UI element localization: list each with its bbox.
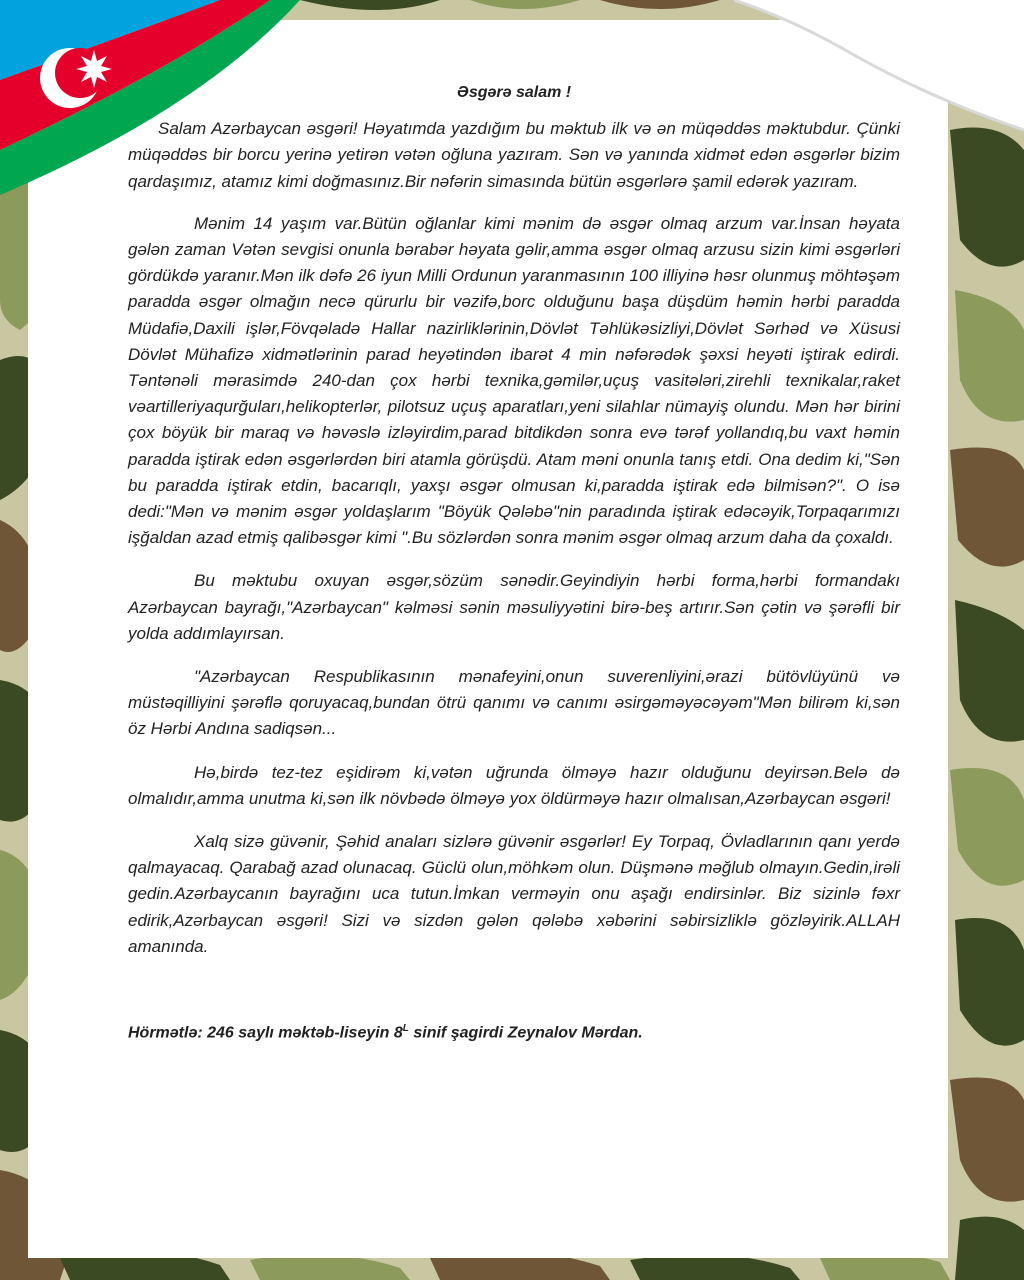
letter-title: Əsgərə salam ! [456,84,572,101]
letter-paragraph-4: "Azərbaycan Respublikasının mənafeyini,onun suverenliyini,ərazi bütövlüyünü və müstəqilliyini şərəflə qoruyacaq,bundan ötrü qanımı və canımı əsirgəməyəcəyəm"Mən bilirəm ki,sən öz Hərbi Andına sadiqsən... [128,667,900,739]
letter-signature [128,1016,900,1047]
letter-body [128,80,900,1063]
letter-paragraph-3: Bu məktubu oxuyan əsgər,sözüm sənədir.Geyindiyin hərbi forma,hərbi formandakı Azərbaycan bayrağı,"Azərbaycan" kəlməsi sənin məsuliyyətini birə-beş artırır.Sən çətin və şərəfli bir yolda addımlayırsan. [128,571,900,643]
letter-paragraph-6: Xalq sizə güvənir, Şəhid anaları sizlərə güvənir əsgərlər! Ey Torpaq, Övladlarının qanı yerdə qalmayacaq. Qarabağ azad olunacaq. Güclü olun,möhkəm olun. Düşmənə məğlub olmayın.Gedin,irəli gedin.Azərbaycanın bayrağını uca tutun.İmkan verməyin onu aşağı endirsinlər. Biz sizinlə fəxr edirik,Azərbaycan əsgəri! Sizi və sizdən gələn qələbə xəbərini səbirsizliklə gözləyirik.ALLAH amanında. [128,832,900,956]
letter-paragraph-1: Salam Azərbaycan əsgəri! Həyatımda yazdığım bu məktub ilk və ən müqəddəs məktubdur. Çünki müqəddəs bir borcu yerinə yetirən vətən oğluna yazıram. Sən və yanında xidmət edən əsgərlər bizim qardaşımız, atamız kimi doğmasınız.Bir nəfərin simasında bütün əsgərlərə şamil edərək yazıram. [128,119,900,191]
letter-paragraph-5: Hə,birdə tez-tez eşidirəm ki,vətən uğrunda ölməyə hazır olduğunu deyirsən.Belə də olmalıdır,amma unutma ki,sən ilk növbədə ölməyə yox öldürməyə hazır olmalısan,Azərbaycan əsgəri! [128,762,900,808]
signature-prefix: Hörmətlə: 246 saylı məktəb-liseyin 8 [128,1024,403,1042]
signature-class-letter: L [402,1023,409,1035]
letter-paragraph-2: Mənim 14 yaşım var.Bütün oğlanlar kimi mənim də əsgər olmaq arzum var.İnsan həyata gələn zaman Vətən sevgisi onunla bərabər həyata gəlir,amma əsgər olmaq arzusu sizin kimi əsgərləri gördükdə yaranır.Mən ilk dəfə 26 iyun Milli Ordunun yaranmasının 100 illiyinə həsr olunmuş möhtəşəm paradda əsgər olmağın necə qürurlu bir vəzifə,borc olduğunu başa düşdüm həmin hərbi paradda Müdafiə,Daxili işlər,Fövqəladə Hallar nazirliklərinin,Dövlət Təhlükəsizliyi,Dövlət Sərhəd və Xüsusi Dövlət Mühafizə xidmətlərinin parad heyətindən ibarət 4 min nəfərədək şəxsi heyəti iştirak edirdi. Təntənəli mərasimdə 240-dan çox hərbi texnika,gəmilər,uçuş vasitələri,zirehli texnikalar,raket vəartilleriyaqurğuları,helikopterlər, pilotsuz uçuş aparatları,yeni silahlar nümayiş olundu. Mən hər birini çox böyük bir maraq və həvəslə izləyirdim,parad bitdikdən sonra evə tərəf yollandıq,bu vaxt həmin paradda iştirak edən əsgərlərdən biri atamla görüşdü. Atam məni onunla tanış etdi. Ona dedim ki,"Sən bu paradda iştirak etdin, bacarıqlı, yaxşı əsgər olmusan ki,paradda iştirak edə bilmisən?". O isə dedi:"Mən və mənim əsgər yoldaşlarım "Böyük Qələbə"nin paradında iştirak edəcəyik,Torpaqarımızı işğaldan azad etmiş qalibəsgər kimi ".Bu sözlərdən sonra mənim əsgər olmaq arzum daha da çoxaldı. [128,213,900,548]
signature-suffix: sinif şagirdi Zeynalov Mərdan. [408,1024,643,1042]
